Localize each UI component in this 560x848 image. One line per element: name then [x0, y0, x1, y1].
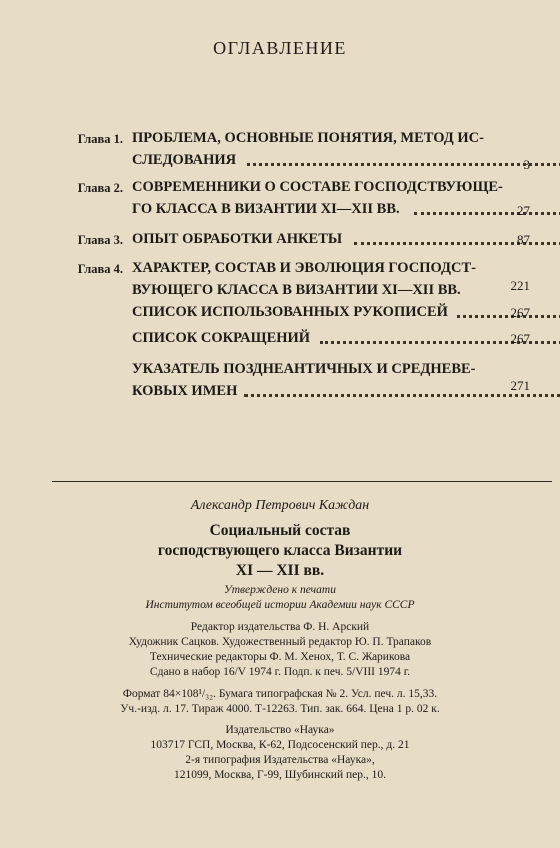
publisher-line-1: Издательство «Наука» [225, 724, 335, 736]
toc-entry-7-page: 271 [510, 378, 530, 393]
publisher-line-2: 103717 ГСП, Москва, К-62, Подсосенский пер., д. 21 [150, 739, 410, 751]
toc-entry-6-page: 267 [510, 331, 530, 346]
credit-line-1: Редактор издательства Ф. Н. Арский [190, 621, 370, 633]
credit-line-3: Технические редакторы Ф. М. Хенох, Т. С. Жарикова [149, 651, 411, 663]
book-title-line-1: Социальный состав [209, 522, 351, 539]
author-name: Александр Петрович Каждан [190, 498, 370, 513]
toc-entry-2-line-2: ГО КЛАССА В ВИЗАНТИИ XI—XII ВВ. [132, 201, 400, 217]
toc-entry-2-label: Глава 2. [77, 181, 123, 195]
toc-entry-1-label: Глава 1. [77, 132, 123, 146]
toc-entry-1-page: 3 [523, 157, 530, 172]
toc-entry-3-page: 87 [517, 232, 530, 247]
toc-entry-6-line-1: СПИСОК СОКРАЩЕНИЙ [132, 330, 311, 346]
toc-entry-4-line-2: ВУЮЩЕГО КЛАССА В ВИЗАНТИИ XI—XII ВВ. [132, 282, 461, 298]
format-line-2: Уч.-изд. л. 17. Тираж 4000. Т-12263. Тип. зак. 664. Цена 1 р. 02 к. [120, 703, 440, 715]
approving-institute: Институтом всеобщей истории Академии наук СССР [145, 599, 415, 611]
toc-entry-4-label: Глава 4. [77, 262, 123, 276]
book-title-line-3: XI — XII вв. [235, 562, 325, 579]
toc-entry-2-line-1: СОВРЕМЕННИКИ О СОСТАВЕ ГОСПОДСТВУЮЩЕ- [132, 179, 503, 195]
toc-heading: ОГЛАВЛЕНИЕ [213, 38, 347, 58]
approval-note: Утверждено к печати [224, 584, 336, 596]
toc-entry-5-line-1: СПИСОК ИСПОЛЬЗОВАННЫХ РУКОПИСЕЙ [132, 304, 448, 320]
section-divider [52, 481, 552, 482]
book-title-line-2: господствующего класса Византии [157, 542, 403, 559]
credit-line-2: Художник Сацков. Художественный редактор Ю. П. Трапаков [128, 636, 432, 648]
format-line-1: Формат 84×108¹/₃₂. Бумага типографская № 2. Усл. печ. л. 15,33. [122, 688, 438, 700]
toc-entry-7-line-2: КОВЫХ ИМЕН [132, 383, 238, 399]
toc-entry-2-page: 27 [517, 203, 530, 218]
toc-entry-1-line-1: ПРОБЛЕМА, ОСНОВНЫЕ ПОНЯТИЯ, МЕТОД ИС- [132, 130, 484, 146]
publisher-line-4: 121099, Москва, Г-99, Шубинский пер., 10. [173, 769, 387, 781]
toc-entry-5-page: 267 [510, 305, 530, 320]
toc-entry-7-line-1: УКАЗАТЕЛЬ ПОЗДНЕАНТИЧНЫХ И СРЕДНЕВЕ- [132, 361, 476, 377]
toc-entry-3-label: Глава 3. [77, 233, 123, 247]
toc-entry-4-line-1: ХАРАКТЕР, СОСТАВ И ЭВОЛЮЦИЯ ГОСПОДСТ- [132, 260, 477, 276]
credit-line-4: Сдано в набор 16/V 1974 г. Подп. к печ. 5/VIII 1974 г. [149, 666, 411, 678]
toc-entry-3-line-1: ОПЫТ ОБРАБОТКИ АНКЕТЫ [132, 231, 343, 247]
publisher-line-3: 2-я типография Издательства «Наука», [185, 754, 375, 766]
toc-entry-1-line-2: СЛЕДОВАНИЯ [132, 152, 237, 168]
toc-entry-4-page: 221 [510, 278, 530, 293]
